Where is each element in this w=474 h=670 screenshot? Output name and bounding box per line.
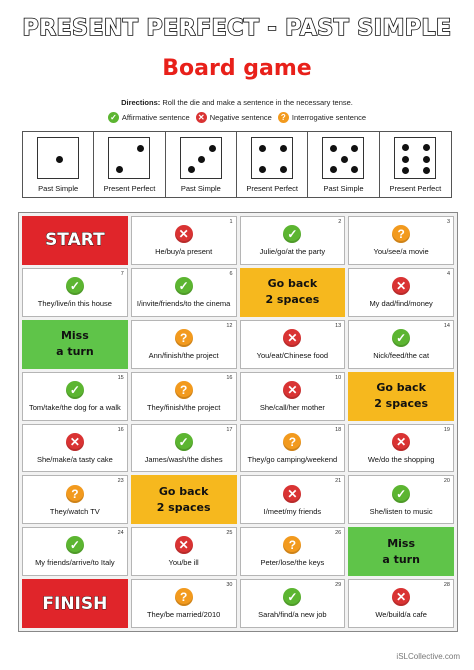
pip-icon bbox=[137, 145, 144, 152]
dice-label: Past Simple bbox=[323, 184, 364, 193]
board-square bbox=[240, 216, 346, 265]
square-number: 29 bbox=[335, 582, 342, 589]
square-number: 16 bbox=[226, 374, 233, 381]
square-prompt: Sarah/find/a new job bbox=[258, 610, 327, 620]
legend-interrogative-text: Interrogative sentence bbox=[291, 113, 367, 122]
cross-icon: ✕ bbox=[283, 485, 301, 503]
square-prompt: They/go camping/weekend bbox=[247, 454, 338, 464]
pip-icon bbox=[259, 145, 266, 152]
question-icon: ? bbox=[283, 536, 301, 554]
footer-credit: iSLCollective.com bbox=[396, 652, 460, 661]
square-prompt: You/be ill bbox=[168, 558, 199, 568]
legend-negative-text: Negative sentence bbox=[209, 113, 272, 122]
dice-cell bbox=[237, 132, 308, 197]
board-square bbox=[240, 424, 346, 473]
board-square bbox=[348, 579, 454, 628]
board-square bbox=[22, 372, 128, 421]
board-square bbox=[240, 475, 346, 524]
square-number: 23 bbox=[117, 478, 124, 485]
check-icon: ✓ bbox=[66, 277, 84, 295]
check-icon: ✓ bbox=[175, 433, 193, 451]
check-icon: ✓ bbox=[283, 588, 301, 606]
square-label: 2 spaces bbox=[374, 397, 429, 411]
square-number: 17 bbox=[226, 426, 233, 433]
square-label: Go back bbox=[158, 484, 209, 498]
board-square bbox=[240, 372, 346, 421]
pip-icon bbox=[351, 166, 358, 173]
legend-negative bbox=[196, 112, 272, 123]
die-face-2-icon bbox=[108, 137, 150, 179]
dice-label: Present Perfect bbox=[246, 184, 299, 193]
square-number: 25 bbox=[226, 530, 233, 537]
pip-icon bbox=[423, 144, 430, 151]
square-number: 24 bbox=[117, 530, 124, 537]
miss-turn-square bbox=[22, 320, 128, 369]
directions-text: Roll the die and make a sentence in the necessary tense. bbox=[162, 98, 353, 107]
go-back-square bbox=[240, 268, 346, 317]
board-square bbox=[131, 320, 237, 369]
pip-icon bbox=[209, 145, 216, 152]
dice-cell bbox=[23, 132, 94, 197]
dice-cell bbox=[94, 132, 165, 197]
pip-icon bbox=[423, 156, 430, 163]
go-back-square bbox=[348, 372, 454, 421]
square-number: 30 bbox=[226, 582, 233, 589]
square-number: 1 bbox=[229, 219, 233, 225]
square-number: 10 bbox=[335, 374, 342, 381]
finish-square bbox=[22, 579, 128, 628]
cross-icon: ✕ bbox=[392, 277, 410, 295]
question-icon: ? bbox=[392, 225, 410, 243]
square-number: 28 bbox=[443, 582, 450, 589]
square-prompt: They/be married/2010 bbox=[146, 610, 221, 620]
cross-icon: ✕ bbox=[66, 433, 84, 451]
dice-label: Past Simple bbox=[180, 184, 221, 193]
check-icon: ✓ bbox=[392, 485, 410, 503]
square-number: 2 bbox=[338, 219, 342, 225]
square-number: 14 bbox=[443, 322, 450, 329]
square-number: 7 bbox=[120, 270, 124, 277]
square-number: 15 bbox=[117, 374, 124, 381]
pip-icon bbox=[351, 145, 358, 152]
die-face-6-icon bbox=[394, 137, 436, 179]
square-prompt: They/finish/the project bbox=[146, 402, 221, 412]
square-number: 13 bbox=[335, 322, 342, 329]
board-square bbox=[131, 527, 237, 576]
pip-icon bbox=[330, 145, 337, 152]
square-number: 21 bbox=[335, 478, 342, 485]
legend-affirmative-text: Affirmative sentence bbox=[121, 113, 190, 122]
square-label: 2 spaces bbox=[156, 500, 211, 514]
board-square bbox=[348, 424, 454, 473]
dice-label: Past Simple bbox=[38, 184, 79, 193]
square-prompt: He/buy/a present bbox=[155, 247, 213, 257]
pip-icon bbox=[402, 156, 409, 163]
check-icon: ✓ bbox=[175, 277, 193, 295]
square-label: a turn bbox=[56, 345, 94, 359]
board-square bbox=[22, 475, 128, 524]
pip-icon bbox=[341, 156, 348, 163]
square-prompt: We/do the shopping bbox=[367, 454, 435, 464]
board-square bbox=[348, 475, 454, 524]
question-icon: ? bbox=[283, 433, 301, 451]
board-square bbox=[131, 268, 237, 317]
pip-icon bbox=[280, 145, 287, 152]
square-label: Miss bbox=[60, 329, 89, 343]
page-title: PRESENT PERFECT - PAST SIMPLE bbox=[22, 16, 452, 41]
question-icon: ? bbox=[278, 112, 289, 123]
die-face-4-icon bbox=[251, 137, 293, 179]
square-prompt: I/meet/my friends bbox=[263, 506, 322, 516]
pip-icon bbox=[423, 167, 430, 174]
board-square bbox=[240, 320, 346, 369]
dice-cell bbox=[166, 132, 237, 197]
start-square bbox=[22, 216, 128, 265]
square-number: 4 bbox=[446, 270, 450, 277]
start-label: START bbox=[45, 230, 105, 251]
board-square bbox=[22, 268, 128, 317]
cross-icon: ✕ bbox=[175, 225, 193, 243]
square-prompt: You/see/a movie bbox=[373, 247, 429, 257]
directions-label: Directions: bbox=[121, 98, 161, 107]
square-number: 3 bbox=[446, 219, 450, 225]
cross-icon: ✕ bbox=[283, 381, 301, 399]
board-square bbox=[131, 579, 237, 628]
die-face-3-icon bbox=[180, 137, 222, 179]
check-icon: ✓ bbox=[108, 112, 119, 123]
pip-icon bbox=[116, 166, 123, 173]
square-number: 16 bbox=[117, 426, 124, 433]
dice-cell bbox=[308, 132, 379, 197]
square-prompt: Peter/lose/the keys bbox=[260, 558, 325, 568]
cross-icon: ✕ bbox=[283, 329, 301, 347]
board-square bbox=[131, 424, 237, 473]
pip-icon bbox=[402, 167, 409, 174]
pip-icon bbox=[56, 156, 63, 163]
board-square bbox=[131, 372, 237, 421]
dice-cell bbox=[380, 132, 451, 197]
square-prompt: We/build/a cafe bbox=[375, 610, 427, 620]
cross-icon: ✕ bbox=[196, 112, 207, 123]
square-prompt: Julie/go/at the party bbox=[259, 247, 326, 257]
square-prompt: James/wash/the dishes bbox=[144, 454, 223, 464]
question-icon: ? bbox=[175, 381, 193, 399]
pip-icon bbox=[330, 166, 337, 173]
square-prompt: They/watch TV bbox=[49, 506, 100, 516]
square-number: 26 bbox=[335, 530, 342, 537]
question-icon: ? bbox=[175, 329, 193, 347]
square-prompt: I/invite/friends/to the cinema bbox=[136, 299, 231, 309]
square-label: Go back bbox=[376, 381, 426, 395]
square-prompt: My dad/find/money bbox=[369, 299, 433, 309]
board-square bbox=[22, 424, 128, 473]
square-prompt: Nick/feed/the cat bbox=[373, 350, 430, 360]
legend-affirmative bbox=[108, 112, 190, 123]
square-label: a turn bbox=[382, 552, 420, 566]
square-number: 19 bbox=[443, 426, 450, 433]
game-board bbox=[18, 212, 458, 632]
square-number: 6 bbox=[229, 270, 233, 277]
cross-icon: ✕ bbox=[392, 433, 410, 451]
square-number: 20 bbox=[443, 478, 450, 485]
board-square bbox=[240, 527, 346, 576]
board-square bbox=[348, 216, 454, 265]
board-square bbox=[348, 268, 454, 317]
board-square bbox=[240, 579, 346, 628]
check-icon: ✓ bbox=[283, 225, 301, 243]
page-subtitle: Board game bbox=[162, 56, 312, 81]
square-label: 2 spaces bbox=[265, 293, 320, 307]
square-prompt: Ann/finish/the project bbox=[148, 350, 219, 360]
square-number: 18 bbox=[335, 426, 342, 433]
go-back-square bbox=[131, 475, 237, 524]
question-icon: ? bbox=[66, 485, 84, 503]
directions bbox=[0, 98, 474, 107]
legend bbox=[0, 112, 474, 123]
legend-interrogative bbox=[278, 112, 366, 123]
pip-icon bbox=[198, 156, 205, 163]
dice-label: Present Perfect bbox=[103, 184, 156, 193]
square-label: Go back bbox=[267, 277, 318, 291]
finish-label: FINISH bbox=[42, 593, 108, 614]
cross-icon: ✕ bbox=[175, 536, 193, 554]
square-prompt: She/listen to music bbox=[369, 506, 433, 516]
die-face-5-icon bbox=[322, 137, 364, 179]
check-icon: ✓ bbox=[66, 536, 84, 554]
square-number: 12 bbox=[226, 322, 233, 329]
square-prompt: She/call/her mother bbox=[259, 402, 325, 412]
die-face-1-icon bbox=[37, 137, 79, 179]
miss-turn-square bbox=[348, 527, 454, 576]
square-label: Miss bbox=[387, 536, 416, 550]
pip-icon bbox=[402, 144, 409, 151]
pip-icon bbox=[188, 166, 195, 173]
dice-label: Present Perfect bbox=[389, 184, 442, 193]
board-square bbox=[22, 527, 128, 576]
pip-icon bbox=[280, 166, 287, 173]
board-square bbox=[348, 320, 454, 369]
square-prompt: She/make/a tasty cake bbox=[36, 454, 113, 464]
dice-key bbox=[22, 131, 452, 198]
question-icon: ? bbox=[175, 588, 193, 606]
square-prompt: My friends/arrive/to Italy bbox=[35, 558, 115, 568]
pip-icon bbox=[259, 166, 266, 173]
square-prompt: They/live/in this house bbox=[37, 299, 112, 309]
square-prompt: Tom/take/the dog for a walk bbox=[29, 402, 121, 412]
check-icon: ✓ bbox=[66, 381, 84, 399]
cross-icon: ✕ bbox=[392, 588, 410, 606]
square-prompt: You/eat/Chinese food bbox=[256, 350, 329, 360]
board-square bbox=[131, 216, 237, 265]
check-icon: ✓ bbox=[392, 329, 410, 347]
